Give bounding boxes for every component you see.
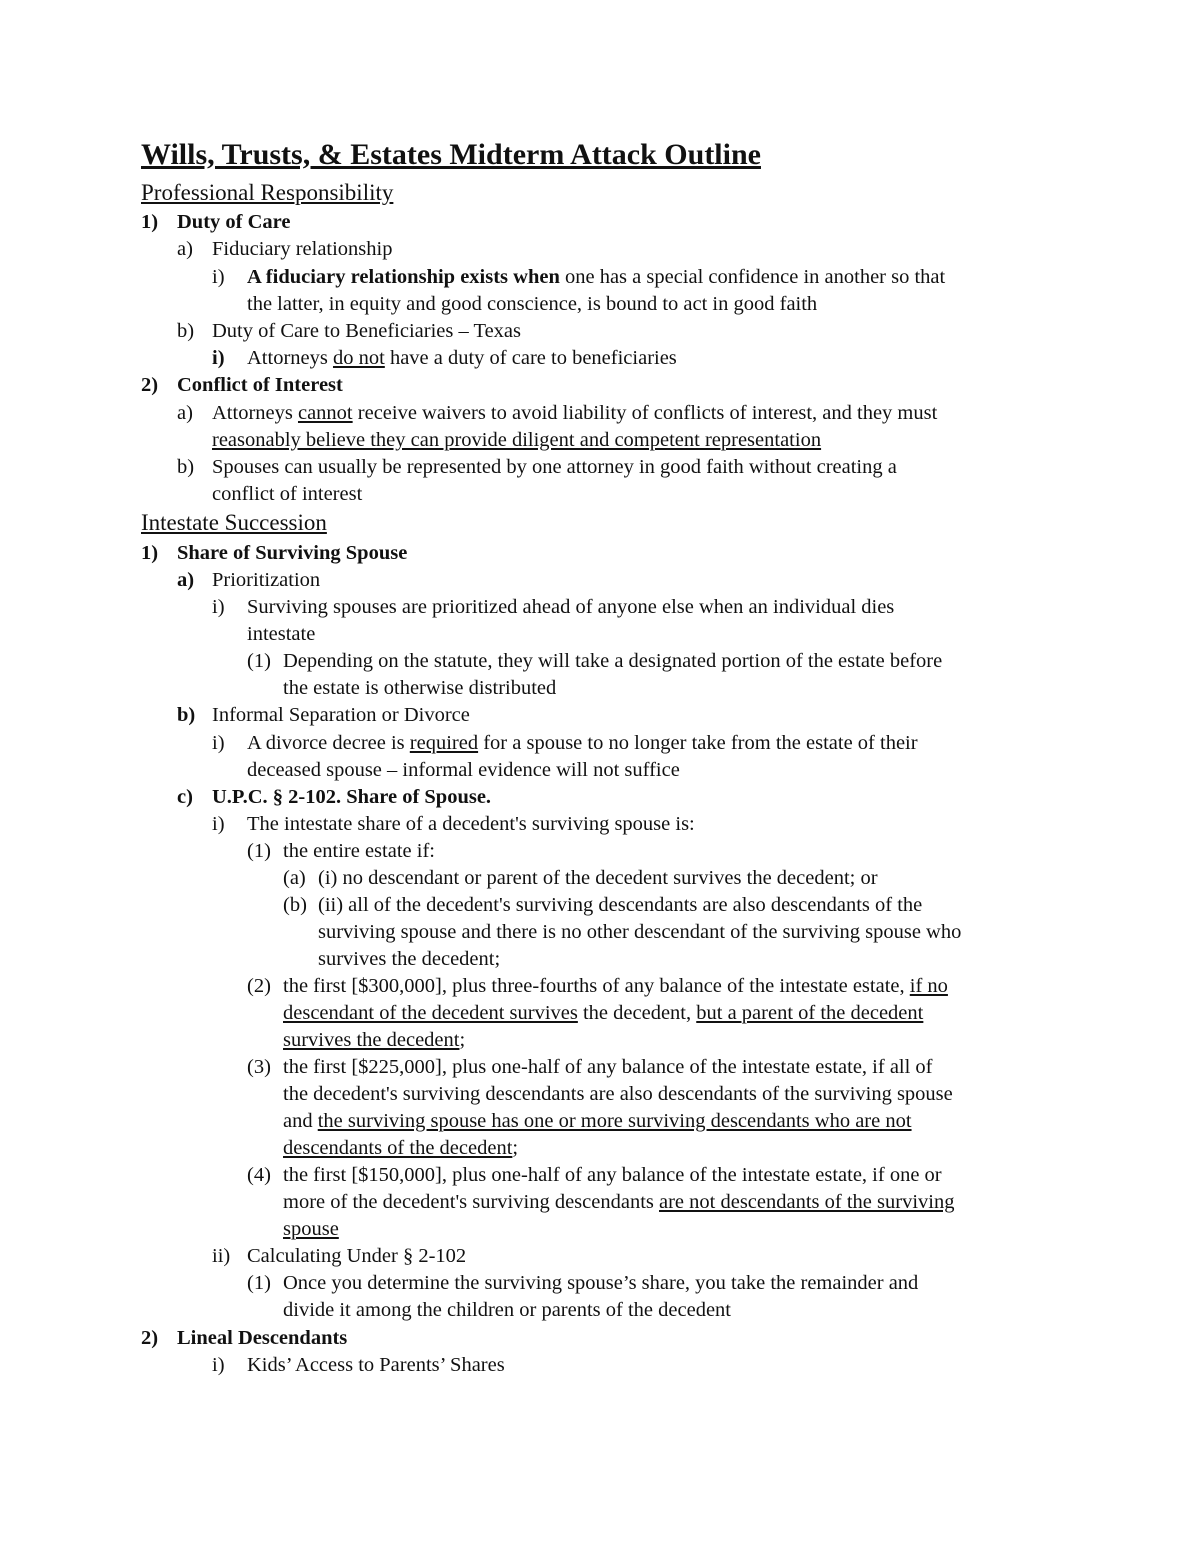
list-marker: (2) <box>247 975 271 997</box>
outline-item-continuation: deceased spouse – informal evidence will not suffice <box>247 759 680 781</box>
outline-item-continuation: the latter, in equity and good conscience, is bound to act in good faith <box>247 293 818 315</box>
list-marker: a) <box>177 402 193 424</box>
outline-item-continuation: the estate is otherwise distributed <box>283 677 557 699</box>
underlined-phrase: required <box>409 732 479 754</box>
list-marker: b) <box>177 320 195 342</box>
outline-item-spouses-prioritized: Surviving spouses are prioritized ahead of anyone else when an individual dies <box>247 596 895 618</box>
list-marker: a) <box>177 238 193 260</box>
underlined-phrase: are not descendants of the surviving <box>659 1191 955 1213</box>
list-marker: i) <box>212 596 225 618</box>
list-marker: i) <box>212 813 225 835</box>
outline-item-attorneys-no-duty <box>247 345 677 371</box>
text-run: for a spouse to no longer take from the estate of their <box>478 732 918 754</box>
list-marker: 2) <box>141 374 159 396</box>
bold-phrase: A fiduciary relationship exists when <box>247 266 560 288</box>
outline-item-first-225000: the first [$225,000], plus one-half of any balance of the intestate estate, if all of <box>283 1056 933 1078</box>
underlined-phrase: descendants of the decedent <box>283 1137 513 1159</box>
outline-item-designated-portion: Depending on the statute, they will take a designated portion of the estate before <box>283 650 943 672</box>
list-marker: (1) <box>247 650 271 672</box>
list-marker: (1) <box>247 840 271 862</box>
outline-item-continuation: divide it among the children or parents of the decedent <box>283 1299 731 1321</box>
outline-item-continuation <box>283 1189 954 1215</box>
outline-item-continuation <box>283 1108 912 1134</box>
text-run: the decedent, <box>577 1002 697 1024</box>
text-run: A divorce decree is <box>247 732 410 754</box>
list-marker: b) <box>177 704 196 726</box>
list-marker: (b) <box>283 894 307 916</box>
underlined-phrase: descendant of the decedent survives <box>283 1002 578 1024</box>
outline-item-continuation <box>283 1027 465 1053</box>
text-run: Attorneys <box>212 402 298 424</box>
list-marker: (4) <box>247 1164 271 1186</box>
underlined-phrase: do not <box>332 347 385 369</box>
outline-item-continuation: surviving spouse and there is no other descendant of the surviving spouse who <box>318 921 962 943</box>
outline-item-continuation: spouse <box>283 1218 339 1240</box>
outline-item-continuation: the decedent's surviving descendants are also descendants of the surviving spouse <box>283 1083 953 1105</box>
underlined-phrase: but a parent of the decedent <box>696 1002 924 1024</box>
outline-item-waivers <box>212 400 937 426</box>
list-marker: 2) <box>141 1327 159 1349</box>
text-run: more of the decedent's surviving descendants <box>283 1191 659 1213</box>
text-run: and <box>283 1110 318 1132</box>
outline-item-continuation: reasonably believe they can provide diligent and competent representation <box>212 429 822 451</box>
outline-item-continuation: conflict of interest <box>212 483 363 505</box>
underlined-phrase: survives the decedent <box>283 1029 460 1051</box>
outline-item-no-descendant: (i) no descendant or parent of the decedent survives the decedent; or <box>318 867 878 889</box>
outline-item-all-descendants: (ii) all of the decedent's surviving descendants are also descendants of the <box>318 894 923 916</box>
list-marker: a) <box>177 569 195 591</box>
text-run: have a duty of care to beneficiaries <box>384 347 677 369</box>
outline-item-spouses-representation: Spouses can usually be represented by one attorney in good faith without creating a <box>212 456 897 478</box>
list-marker: (a) <box>283 867 306 889</box>
underlined-phrase: if no <box>909 975 948 997</box>
text-run: receive waivers to avoid liability of conflicts of interest, and they must <box>352 402 938 424</box>
list-marker: b) <box>177 456 195 478</box>
outline-item-fiduciary-relationship: Fiduciary relationship <box>212 238 393 260</box>
list-marker: i) <box>212 266 225 288</box>
text-run: ; <box>512 1137 519 1159</box>
list-marker: (1) <box>247 1272 271 1294</box>
outline-item-conflict-of-interest: Conflict of Interest <box>177 374 343 396</box>
list-marker: 1) <box>141 211 159 233</box>
outline-item-continuation <box>283 1000 923 1026</box>
section-heading-professional-responsibility: Professional Responsibility <box>141 180 394 205</box>
outline-item-divide-remainder: Once you determine the surviving spouse’s share, you take the remainder and <box>283 1272 919 1294</box>
outline-item-continuation <box>283 1135 518 1161</box>
outline-item-duty-to-beneficiaries: Duty of Care to Beneficiaries – Texas <box>212 320 522 342</box>
list-marker: i) <box>212 732 225 754</box>
list-marker: i) <box>212 1354 225 1376</box>
outline-item-share-of-surviving-spouse: Share of Surviving Spouse <box>177 542 408 564</box>
list-marker: ii) <box>212 1245 231 1267</box>
outline-item-upc-2-102: U.P.C. § 2-102. Share of Spouse. <box>212 786 492 808</box>
underlined-phrase: the surviving spouse has one or more surviving descendants who are not <box>317 1110 912 1132</box>
outline-item-prioritization: Prioritization <box>212 569 321 591</box>
list-marker: c) <box>177 786 193 808</box>
outline-item-calculating-2-102: Calculating Under § 2-102 <box>247 1245 467 1267</box>
outline-item-entire-estate: the entire estate if: <box>283 840 435 862</box>
text-run: one has a special confidence in another so that <box>559 266 946 288</box>
list-marker: (3) <box>247 1056 271 1078</box>
outline-item-first-300000 <box>283 973 948 999</box>
outline-item-first-150000: the first [$150,000], plus one-half of any balance of the intestate estate, if one or <box>283 1164 942 1186</box>
document-title: Wills, Trusts, & Estates Midterm Attack Outline <box>141 138 761 171</box>
underlined-phrase: cannot <box>297 402 353 424</box>
outline-item-duty-of-care: Duty of Care <box>177 211 291 233</box>
list-marker: 1) <box>141 542 159 564</box>
text-run: Attorneys <box>247 347 333 369</box>
outline-item-intestate-share: The intestate share of a decedent's surviving spouse is: <box>247 813 695 835</box>
section-heading-intestate-succession: Intestate Succession <box>141 510 327 535</box>
text-run: the first [$300,000], plus three-fourths of any balance of the intestate estate, <box>283 975 910 997</box>
outline-item-divorce-decree <box>247 730 918 756</box>
outline-item-kids-access: Kids’ Access to Parents’ Shares <box>247 1354 505 1376</box>
outline-item-continuation: survives the decedent; <box>318 948 501 970</box>
outline-item-continuation: intestate <box>247 623 316 645</box>
outline-item-lineal-descendants: Lineal Descendants <box>177 1327 348 1349</box>
list-marker: i) <box>212 347 225 369</box>
text-run: ; <box>459 1029 466 1051</box>
outline-item-informal-separation: Informal Separation or Divorce <box>212 704 470 726</box>
outline-item-fiduciary-definition <box>247 264 945 290</box>
